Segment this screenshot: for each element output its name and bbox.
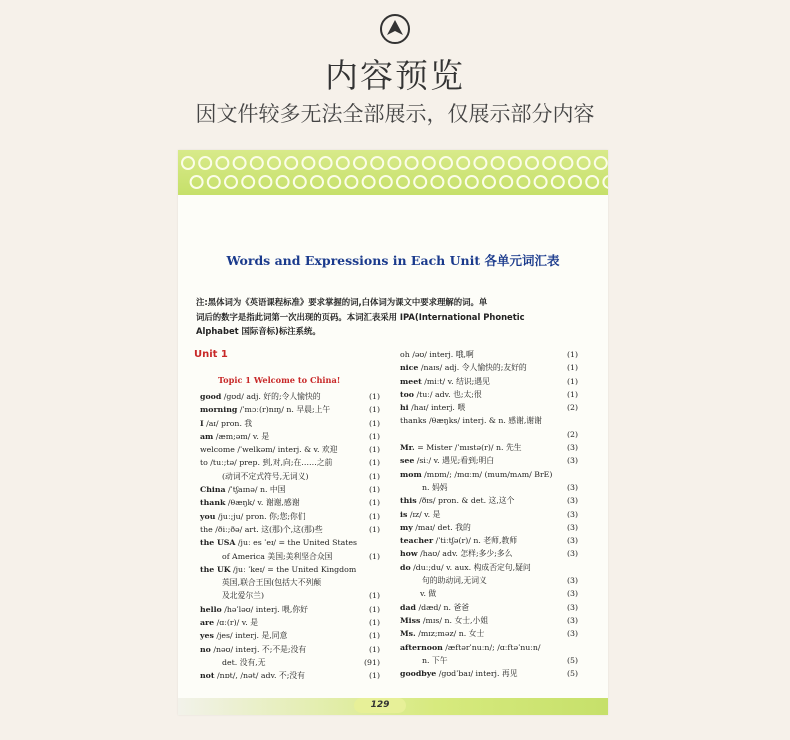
vocab-word: meet [400, 376, 422, 386]
vocab-word: too [400, 389, 415, 399]
decorative-circle [328, 176, 340, 188]
vocab-text [200, 563, 356, 576]
vocab-text [200, 616, 258, 629]
vocab-text [400, 468, 552, 481]
vocab-text [200, 510, 306, 523]
vocab-text [422, 481, 448, 494]
vocab-text [400, 641, 541, 654]
doc-title: Words and Expressions in Each Unit 各单元词汇表 [226, 253, 560, 268]
vocab-page: (1) [566, 389, 578, 399]
vocab-entry [400, 375, 578, 388]
vocab-entry [200, 536, 380, 549]
vocab-definition: /maɪ/ det. 我的 [412, 522, 471, 532]
vocab-text [400, 361, 527, 374]
vocab-entry [400, 414, 578, 427]
decorative-circle [552, 176, 564, 188]
vocab-entry [400, 601, 578, 614]
vocab-word: no [200, 644, 211, 654]
vocab-word: Miss [400, 615, 421, 625]
vocab-definition: /ɑː(r)/ v. 是 [214, 618, 258, 628]
decorative-circle [406, 157, 418, 169]
vocab-page: (3) [566, 456, 578, 466]
vocab-definition: the /ðiː;ðə/ art. 这(那)个,这(那)些 [200, 524, 323, 534]
vocab-definition: /həˈləʊ/ interj. 喂,你好 [221, 604, 308, 614]
vocab-entry [400, 641, 578, 654]
vocab-entry [200, 510, 380, 523]
vocab-page: (5) [566, 669, 578, 679]
vocab-entry [200, 443, 380, 456]
vocab-page: (1) [368, 644, 380, 654]
vocab-definition: /ˈmɔː(r)nɪŋ/ n. 早晨;上午 [237, 405, 331, 415]
decorative-circle [586, 176, 598, 188]
vocab-word: am [200, 431, 214, 441]
vocab-definition: (动词不定式符号,无词义) [222, 471, 309, 481]
vocab-column-left [200, 390, 380, 683]
decorative-circle [466, 176, 478, 188]
vocab-definition: det. 没有,无 [222, 657, 266, 667]
vocab-entry [200, 656, 380, 669]
decorative-circle [191, 176, 203, 188]
vocab-text [200, 643, 306, 656]
vocab-page: (3) [566, 602, 578, 612]
vocab-word: you [200, 511, 216, 521]
vocab-entry [200, 576, 380, 589]
vocab-text [200, 669, 305, 682]
vocab-definition: /mɪz;məz/ n. 女士 [415, 629, 485, 639]
vocab-page: (2) [566, 429, 578, 439]
vocab-text [400, 375, 490, 388]
vocab-definition: /duː;du/ v. aux. 构成否定句,疑问 [410, 562, 531, 572]
vocab-page: (1) [368, 405, 380, 415]
vocab-entry [200, 616, 380, 629]
document-page [178, 150, 608, 715]
vocab-word: yes [200, 631, 214, 641]
vocab-page: (1) [368, 604, 380, 614]
decorative-circle [449, 176, 461, 188]
vocab-definition: /ðɪs/ pron. & det. 这,这个 [416, 496, 515, 506]
vocab-page: (3) [566, 629, 578, 639]
decorative-circle [431, 176, 443, 188]
vocab-word: hello [200, 604, 222, 614]
vocab-word: good [200, 392, 222, 401]
decorative-circle [388, 157, 400, 169]
vocab-word: hi [400, 403, 409, 413]
vocab-definition: /tuː/ adv. 也;太;很 [414, 389, 482, 399]
vocab-page: (1) [368, 511, 380, 521]
vocab-text [422, 654, 448, 667]
vocab-page: (3) [566, 509, 578, 519]
decorative-band [178, 150, 608, 195]
vocab-definition: /æftərˈnuːn/; /ɑːftəˈnuːn/ [442, 642, 541, 652]
vocab-text [200, 603, 308, 616]
vocab-page: (1) [368, 471, 380, 481]
vocab-word: not [200, 671, 215, 681]
decorative-circle [440, 157, 452, 169]
vocab-definition: /θæŋk/ v. 谢谢,感谢 [225, 498, 300, 508]
vocab-entry [200, 470, 380, 483]
vocab-definition: /juː ˈkeɪ/ = the United Kingdom [230, 564, 357, 574]
vocab-entry [400, 587, 578, 600]
vocab-word: goodbye [400, 669, 437, 679]
vocab-definition: /æm;əm/ v. 是 [213, 431, 270, 441]
vocab-definition: oh /əʊ/ interj. 哦,啊 [400, 350, 474, 359]
vocab-page: (1) [566, 363, 578, 373]
decorative-circle [569, 176, 581, 188]
decorative-circle [242, 176, 254, 188]
decorative-circle [526, 157, 538, 169]
decorative-circle [182, 157, 194, 169]
vocab-text [400, 414, 542, 427]
vocab-page: (1) [368, 631, 380, 641]
vocab-text [222, 589, 264, 602]
vocab-entry [200, 523, 380, 536]
vocab-page: (91) [363, 657, 380, 667]
vocab-word: how [400, 549, 418, 559]
vocab-definition: /miːt/ v. 结识;遇见 [421, 376, 490, 386]
vocab-entry [200, 390, 380, 403]
vocab-definition: /jes/ interj. 是,同意 [213, 631, 288, 641]
decorative-circle [302, 157, 314, 169]
vocab-text [400, 667, 518, 680]
vocab-word: afternoon [400, 642, 443, 652]
decorative-circle [363, 176, 375, 188]
decorative-circle [457, 157, 469, 169]
decorative-circle [285, 157, 297, 169]
vocab-page: (1) [368, 618, 380, 628]
vocab-entry [400, 401, 578, 414]
vocab-page: (1) [368, 431, 380, 441]
vocab-definition: /nɒt/, /nət/ adv. 不;没有 [214, 671, 305, 681]
vocab-entry [200, 403, 380, 416]
vocab-column-right [400, 348, 578, 680]
decorative-circle [345, 176, 357, 188]
vocab-word: morning [200, 405, 238, 415]
vocab-entry [400, 494, 578, 507]
vocab-word: mom [400, 469, 422, 479]
vocab-text [200, 417, 252, 430]
vocab-text [200, 430, 269, 443]
vocab-word: dad [400, 602, 416, 612]
vocab-definition: 句的助动词,无词义 [422, 576, 487, 586]
vocab-entry [400, 521, 578, 534]
vocab-text [400, 614, 488, 627]
vocab-word: see [400, 456, 415, 466]
vocab-page: (1) [368, 485, 380, 495]
vocab-entry [400, 468, 578, 481]
vocab-entry [400, 627, 578, 640]
decorative-circle [500, 176, 512, 188]
doc-note [196, 295, 596, 339]
vocab-word: Mr. [400, 443, 415, 453]
vocab-definition: n. 下午 [422, 655, 448, 665]
vocab-entry [400, 428, 578, 441]
decorative-circle [595, 157, 607, 169]
vocab-text [222, 550, 332, 563]
vocab-entry [200, 643, 380, 656]
decorative-circle [311, 176, 323, 188]
vocab-word: do [400, 562, 411, 572]
vocab-page: (3) [566, 576, 578, 586]
vocab-page: (1) [368, 392, 380, 401]
vocab-entry [400, 454, 578, 467]
decorative-circle [560, 157, 572, 169]
page-title: 内容预览 [325, 56, 465, 95]
vocab-entry [200, 563, 380, 576]
vocab-word: thank [200, 498, 226, 508]
vocab-page: (3) [566, 615, 578, 625]
vocab-entry [400, 361, 578, 374]
vocab-page: (3) [566, 482, 578, 492]
vocab-text [200, 536, 357, 549]
vocab-page: (3) [566, 549, 578, 559]
vocab-text [400, 601, 469, 614]
unit-heading: Unit 1 [194, 349, 228, 360]
compass-arrow-icon [379, 13, 411, 45]
vocab-text [400, 561, 531, 574]
page-number: 129 [354, 698, 406, 713]
vocab-text [400, 627, 484, 640]
vocab-definition: /ɡʊd/ adj. 好的;令人愉快的 [221, 392, 321, 401]
decorative-circle [423, 157, 435, 169]
vocab-text [200, 483, 286, 496]
decorative-circle [354, 157, 366, 169]
vocab-text [400, 388, 482, 401]
vocab-entry [200, 496, 380, 509]
vocab-page: (3) [566, 496, 578, 506]
vocab-definition: /ɡʊdˈbaɪ/ interj. 再见 [436, 669, 518, 679]
vocab-text [222, 656, 266, 669]
page-subtitle: 因文件较多无法全部展示，仅展示部分内容 [195, 102, 595, 126]
vocab-entry [400, 441, 578, 454]
vocab-page: (1) [566, 350, 578, 359]
vocab-entry [200, 456, 380, 469]
decorative-circle [225, 176, 237, 188]
vocab-definition: /aɪ/ pron. 我 [203, 418, 253, 428]
vocab-page: (1) [368, 445, 380, 455]
vocab-definition: /haʊ/ adv. 怎样;多少;多么 [417, 549, 513, 559]
decorative-circle [371, 157, 383, 169]
vocab-word: this [400, 496, 417, 506]
vocab-definition: /mɪs/ n. 女士,小姐 [420, 615, 489, 625]
vocab-entry [400, 388, 578, 401]
decorative-circle [208, 176, 220, 188]
decorative-circle [268, 157, 280, 169]
decorative-circle [277, 176, 289, 188]
vocab-entry [200, 417, 380, 430]
vocab-text [400, 508, 440, 521]
vocab-text [200, 456, 332, 469]
vocab-definition: 英国,联合王国(包括大不列颠 [222, 578, 322, 588]
topic-heading: Topic 1 Welcome to China! [218, 375, 341, 385]
vocab-text [420, 587, 436, 600]
vocab-definition: /haɪ/ interj. 喂 [408, 403, 466, 413]
vocab-entry [400, 574, 578, 587]
vocab-word: the UK [200, 564, 231, 574]
vocab-text [400, 401, 465, 414]
vocab-definition: /dæd/ n. 爸爸 [415, 602, 470, 612]
vocab-page: (1) [368, 458, 380, 468]
vocab-page: (1) [368, 551, 380, 561]
vocab-definition: v. 做 [420, 589, 437, 599]
vocab-page: (1) [368, 498, 380, 508]
decorative-circle [216, 157, 228, 169]
vocab-text [200, 443, 338, 456]
vocab-definition: of America 美国;美利坚合众国 [222, 551, 333, 561]
vocab-definition: /siː/ v. 遇见;看到;明白 [414, 456, 495, 466]
vocab-definition: /juː es ˈeɪ/ = the United States [235, 538, 357, 548]
decorative-circle [337, 157, 349, 169]
vocab-page: (1) [368, 418, 380, 428]
circle-pattern [178, 150, 608, 195]
vocab-definition: to /tuː;tə/ prep. 到,对,向;在……之前 [200, 458, 333, 468]
decorative-circle [414, 176, 426, 188]
vocab-text [222, 576, 321, 589]
vocab-definition: /naɪs/ adj. 令人愉快的;友好的 [418, 363, 527, 373]
vocab-entry [400, 348, 578, 361]
vocab-definition: = Mister /ˈmɪstə(r)/ n. 先生 [414, 443, 522, 453]
vocab-entry [200, 430, 380, 443]
vocab-page: (1) [368, 524, 380, 534]
decorative-circle [474, 157, 486, 169]
vocab-definition: n. 妈妈 [422, 482, 448, 492]
vocab-entry [200, 550, 380, 563]
vocab-word: the USA [200, 538, 236, 548]
note-line: Alphabet 国际音标)标注系统。 [196, 326, 321, 336]
vocab-entry [200, 603, 380, 616]
decorative-circle [483, 176, 495, 188]
vocab-text [400, 534, 517, 547]
vocab-text [400, 454, 494, 467]
vocab-definition: thanks /θæŋks/ interj. & n. 感谢,谢谢 [400, 416, 542, 426]
vocab-entry [400, 508, 578, 521]
vocab-entry [400, 654, 578, 667]
vocab-word: nice [400, 363, 419, 373]
vocab-word: teacher [400, 536, 434, 546]
vocab-definition: welcome /ˈwelkəm/ interj. & v. 欢迎 [200, 445, 338, 455]
vocab-definition: 及北爱尔兰) [222, 591, 265, 601]
vocab-word: I [200, 418, 204, 428]
vocab-definition: /ɪz/ v. 是 [407, 509, 441, 519]
note-line: 注:黑体词为《英语课程标准》要求掌握的词,白体词为课文中要求理解的词。单 [196, 297, 488, 307]
vocab-word: Ms. [400, 629, 416, 639]
decorative-circle [543, 157, 555, 169]
decorative-circle [380, 176, 392, 188]
vocab-text [200, 496, 300, 509]
vocab-page: (1) [368, 591, 380, 601]
vocab-page: (1) [368, 671, 380, 681]
vocab-entry [200, 669, 380, 682]
vocab-entry [400, 667, 578, 680]
vocab-entry [200, 483, 380, 496]
decorative-circle [517, 176, 529, 188]
vocab-page: (3) [566, 522, 578, 532]
vocab-text [200, 523, 323, 536]
vocab-text [400, 547, 512, 560]
vocab-text [400, 441, 522, 454]
decorative-circle [603, 176, 608, 188]
vocab-entry [400, 561, 578, 574]
vocab-word: my [400, 522, 413, 532]
vocab-entry [400, 481, 578, 494]
decorative-circle [320, 157, 332, 169]
vocab-entry [400, 547, 578, 560]
decorative-circle [397, 176, 409, 188]
vocab-definition: /ˈtʃaɪnə/ n. 中国 [225, 485, 286, 495]
vocab-entry [400, 614, 578, 627]
decorative-circle [492, 157, 504, 169]
decorative-circle [578, 157, 590, 169]
vocab-word: are [200, 618, 215, 628]
vocab-text [400, 348, 474, 361]
vocab-entry [200, 589, 380, 602]
decorative-circle [234, 157, 246, 169]
vocab-page: (3) [566, 443, 578, 453]
vocab-definition: /nəʊ/ interj. 不;不是;没有 [210, 644, 307, 654]
vocab-text [422, 574, 487, 587]
vocab-entry [200, 629, 380, 642]
decorative-circle [199, 157, 211, 169]
vocab-text [400, 521, 471, 534]
vocab-page: (3) [566, 589, 578, 599]
decorative-circle [294, 176, 306, 188]
vocab-text [200, 390, 321, 403]
decorative-circle [509, 157, 521, 169]
note-line: 词后的数字是指此词第一次出现的页码。本词汇表采用 IPA(International Phonetic [196, 311, 525, 322]
vocab-text [400, 494, 514, 507]
vocab-text [222, 470, 309, 483]
decorative-circle [535, 176, 547, 188]
vocab-page: (1) [566, 376, 578, 386]
vocab-text [200, 629, 287, 642]
vocab-definition: /ˈtiːtʃə(r)/ n. 老师,教师 [433, 536, 518, 546]
vocab-page: (2) [566, 403, 578, 413]
decorative-circle [259, 176, 271, 188]
vocab-word: China [200, 485, 226, 495]
vocab-text [200, 403, 330, 416]
vocab-definition: /mɒm/; /mɑːm/ (mum/mʌm/ BrE) [421, 469, 553, 479]
decorative-circle [251, 157, 263, 169]
vocab-page: (3) [566, 536, 578, 546]
vocab-definition: /juː;ju/ pron. 你;您;你们 [215, 511, 306, 521]
vocab-word: is [400, 509, 408, 519]
vocab-entry [400, 534, 578, 547]
vocab-page: (5) [566, 655, 578, 665]
